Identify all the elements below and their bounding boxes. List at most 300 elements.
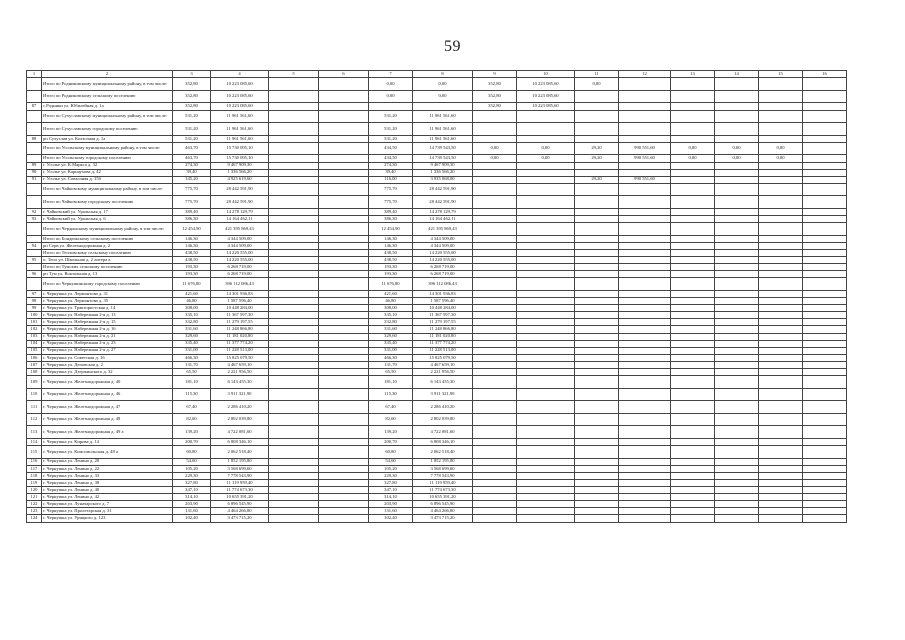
value-cell: 11 181 020,80 xyxy=(413,333,473,340)
value-cell xyxy=(473,515,517,522)
value-cell xyxy=(671,376,715,389)
value-cell xyxy=(671,278,715,291)
value-cell xyxy=(759,135,803,142)
value-cell xyxy=(319,290,369,297)
value-cell: 131,70 xyxy=(369,361,413,368)
value-cell xyxy=(759,319,803,326)
value-cell xyxy=(517,257,575,264)
value-cell xyxy=(759,446,803,459)
value-cell xyxy=(269,290,319,297)
value-cell: 181,10 xyxy=(173,376,211,389)
value-cell xyxy=(671,333,715,340)
value-cell xyxy=(803,508,847,515)
value-cell: 139,20 xyxy=(173,426,211,439)
table-row xyxy=(27,508,847,515)
row-number-cell: 103 xyxy=(27,333,42,340)
value-cell xyxy=(269,216,319,223)
object-name-cell: г. Чернушка ул. Советская д. 16 xyxy=(42,354,173,361)
value-cell: 3 568 699,60 xyxy=(413,465,473,472)
value-cell xyxy=(575,216,619,223)
value-cell: 67,40 xyxy=(369,401,413,414)
value-cell xyxy=(759,465,803,472)
table-row xyxy=(27,340,847,347)
value-cell xyxy=(319,333,369,340)
value-cell: 181,10 xyxy=(369,376,413,389)
value-cell: 146,30 xyxy=(173,242,211,249)
value-cell: 332,80 xyxy=(173,319,211,326)
value-cell xyxy=(575,480,619,487)
row-number-cell xyxy=(27,123,42,136)
value-cell: 990 551,60 xyxy=(619,142,671,155)
row-number-cell: 118 xyxy=(27,472,42,479)
table-row xyxy=(27,155,847,162)
object-name-cell: Итого по Родниковскому сельскому поселению xyxy=(42,90,173,103)
object-name-cell: г. Чернушка ул. Железнодорожная д. 48 xyxy=(42,413,173,426)
value-cell xyxy=(269,123,319,136)
value-cell xyxy=(319,196,369,209)
value-cell xyxy=(759,413,803,426)
value-cell: 14 739 543,50 xyxy=(413,155,473,162)
value-cell xyxy=(619,103,671,110)
value-cell xyxy=(269,347,319,354)
value-cell xyxy=(575,319,619,326)
value-cell: 274,30 xyxy=(369,162,413,169)
value-cell xyxy=(619,183,671,196)
value-cell xyxy=(759,209,803,216)
value-cell: 65,50 xyxy=(173,368,211,375)
value-cell xyxy=(319,368,369,375)
value-cell xyxy=(517,426,575,439)
value-cell xyxy=(619,439,671,446)
value-cell xyxy=(759,480,803,487)
value-cell xyxy=(517,480,575,487)
value-cell: 11 377 774,20 xyxy=(211,340,269,347)
value-cell xyxy=(715,162,759,169)
row-number-cell xyxy=(27,183,42,196)
object-name-cell: Итого по Тепловскому сельскому поселению xyxy=(42,249,173,256)
value-cell xyxy=(619,426,671,439)
value-cell: 11 228 513,00 xyxy=(211,347,269,354)
value-cell xyxy=(473,426,517,439)
value-cell xyxy=(803,446,847,459)
table-row xyxy=(27,196,847,209)
value-cell xyxy=(759,426,803,439)
value-cell: 67,40 xyxy=(173,401,211,414)
value-cell: 11 961 561,60 xyxy=(413,135,473,142)
value-cell xyxy=(619,264,671,271)
value-cell xyxy=(715,257,759,264)
value-cell xyxy=(319,354,369,361)
value-cell: 6 143 455,30 xyxy=(413,376,473,389)
value-cell: 775,70 xyxy=(173,196,211,209)
value-cell xyxy=(517,123,575,136)
value-cell: 82,60 xyxy=(173,413,211,426)
object-name-cell: г. Чернушка ул. Ленина д. 40 xyxy=(42,487,173,494)
value-cell xyxy=(671,494,715,501)
value-cell: 10 223 085,60 xyxy=(517,90,575,103)
value-cell xyxy=(619,319,671,326)
value-cell xyxy=(473,169,517,176)
value-cell xyxy=(759,242,803,249)
value-cell xyxy=(517,401,575,414)
row-number-cell: 105 xyxy=(27,347,42,354)
value-cell xyxy=(269,142,319,155)
value-cell xyxy=(517,249,575,256)
value-cell xyxy=(517,209,575,216)
value-cell xyxy=(671,312,715,319)
value-cell xyxy=(473,196,517,209)
value-cell xyxy=(803,264,847,271)
value-cell xyxy=(269,135,319,142)
value-cell xyxy=(671,515,715,522)
value-cell xyxy=(575,458,619,465)
object-name-cell: г. Чернушка ул. Деповская д. 2 xyxy=(42,361,173,368)
table-row xyxy=(27,235,847,242)
value-cell xyxy=(759,264,803,271)
object-name-cell: г. Чернушка ул. Кирова д. 14 xyxy=(42,439,173,446)
table-row xyxy=(27,90,847,103)
object-name-cell: г. Чернушка ул. Ленина д. 42 xyxy=(42,494,173,501)
object-name-cell: г. Чернушка ул. Ленина д. 38 xyxy=(42,480,173,487)
value-cell: 12 454,90 xyxy=(173,223,211,236)
value-cell xyxy=(803,142,847,155)
value-cell xyxy=(575,110,619,123)
value-cell: 3 911 321,90 xyxy=(211,388,269,401)
object-name-cell: г. Чернушка ул. Набережная 2-я д. 23 xyxy=(42,340,173,347)
value-cell: 15 825 079,50 xyxy=(413,354,473,361)
value-cell xyxy=(759,298,803,305)
value-cell xyxy=(803,426,847,439)
table-row xyxy=(27,290,847,297)
object-name-cell: г. Усолье ул. Совхозная д. 15б xyxy=(42,176,173,183)
row-number-cell: 123 xyxy=(27,508,42,515)
value-cell: 131,60 xyxy=(173,508,211,515)
value-cell xyxy=(715,278,759,291)
value-cell xyxy=(715,135,759,142)
column-header: 8 xyxy=(413,71,473,78)
value-cell xyxy=(715,413,759,426)
value-cell: 6 896 545,90 xyxy=(413,501,473,508)
object-name-cell: Итого по Усольскому муниципальному району, в том числе: xyxy=(42,142,173,155)
value-cell: 0,00 xyxy=(759,142,803,155)
value-cell: 6 268 719,00 xyxy=(211,271,269,278)
value-cell xyxy=(715,508,759,515)
value-cell: 3 473 715,20 xyxy=(211,515,269,522)
row-number-cell: 115 xyxy=(27,446,42,459)
value-cell xyxy=(715,333,759,340)
value-cell: 2 221 956,50 xyxy=(413,368,473,375)
value-cell: 421,60 xyxy=(173,290,211,297)
value-cell xyxy=(473,242,517,249)
value-cell xyxy=(619,326,671,333)
value-cell: 12 454,90 xyxy=(369,223,413,236)
object-name-cell: Итого по Усольскому городскому поселению xyxy=(42,155,173,162)
value-cell: 28 442 591,90 xyxy=(413,183,473,196)
table-row xyxy=(27,242,847,249)
value-cell: 352,80 xyxy=(473,90,517,103)
value-cell xyxy=(517,413,575,426)
value-cell xyxy=(715,298,759,305)
value-cell xyxy=(517,162,575,169)
row-number-cell: 90 xyxy=(27,169,42,176)
value-cell: 10 223 085,60 xyxy=(517,78,575,91)
value-cell xyxy=(715,401,759,414)
value-cell xyxy=(319,169,369,176)
object-name-cell: г. Чернушка ул. Ленина д. 33 xyxy=(42,472,173,479)
value-cell: 116,00 xyxy=(369,176,413,183)
value-cell xyxy=(319,110,369,123)
value-cell: 352,80 xyxy=(173,90,211,103)
row-number-cell xyxy=(27,110,42,123)
value-cell xyxy=(517,494,575,501)
value-cell xyxy=(473,110,517,123)
value-cell xyxy=(269,271,319,278)
value-cell xyxy=(319,439,369,446)
object-name-cell: Итого по Чердынскому муниципальному району, в том числе: xyxy=(42,223,173,236)
table-row xyxy=(27,78,847,91)
value-cell xyxy=(671,110,715,123)
value-cell xyxy=(619,249,671,256)
value-cell: 54,60 xyxy=(173,458,211,465)
value-cell xyxy=(473,176,517,183)
value-cell xyxy=(319,264,369,271)
value-cell: 775,70 xyxy=(369,183,413,196)
value-cell: 2 286 410,20 xyxy=(413,401,473,414)
table-row xyxy=(27,413,847,426)
value-cell: 0,00 xyxy=(575,78,619,91)
value-cell xyxy=(803,176,847,183)
value-cell xyxy=(671,78,715,91)
value-cell xyxy=(319,458,369,465)
value-cell xyxy=(269,501,319,508)
value-cell xyxy=(473,413,517,426)
value-cell xyxy=(715,361,759,368)
value-cell: 386,30 xyxy=(173,216,211,223)
value-cell xyxy=(473,340,517,347)
value-cell xyxy=(759,340,803,347)
value-cell xyxy=(575,135,619,142)
value-cell xyxy=(319,183,369,196)
value-cell xyxy=(715,290,759,297)
value-cell xyxy=(671,298,715,305)
value-cell xyxy=(759,305,803,312)
value-cell xyxy=(473,472,517,479)
value-cell: 11 119 959,40 xyxy=(413,480,473,487)
row-number-cell: 89 xyxy=(27,162,42,169)
value-cell xyxy=(759,123,803,136)
value-cell xyxy=(715,487,759,494)
value-cell: 28 442 591,90 xyxy=(211,183,269,196)
value-cell: 4 344 509,00 xyxy=(413,242,473,249)
value-cell: 11 774 673,30 xyxy=(211,487,269,494)
value-cell xyxy=(619,458,671,465)
value-cell xyxy=(803,368,847,375)
value-cell xyxy=(671,446,715,459)
value-cell: 102,40 xyxy=(369,515,413,522)
value-cell: 2 802 039,80 xyxy=(413,413,473,426)
value-cell xyxy=(715,123,759,136)
value-cell xyxy=(619,235,671,242)
value-cell xyxy=(575,169,619,176)
value-cell xyxy=(319,326,369,333)
value-cell xyxy=(671,290,715,297)
value-cell xyxy=(473,480,517,487)
object-name-cell: Итого по Чернушинскому городскому поселению xyxy=(42,278,173,291)
value-cell xyxy=(803,458,847,465)
value-cell: 14 301 936,83 xyxy=(413,290,473,297)
value-cell xyxy=(517,501,575,508)
value-cell xyxy=(671,361,715,368)
value-cell xyxy=(803,347,847,354)
table-row xyxy=(27,326,847,333)
value-cell xyxy=(671,368,715,375)
value-cell: 102,40 xyxy=(173,515,211,522)
value-cell xyxy=(759,176,803,183)
value-cell xyxy=(517,196,575,209)
value-cell xyxy=(759,508,803,515)
value-cell xyxy=(517,465,575,472)
value-cell xyxy=(517,340,575,347)
value-cell: 531,20 xyxy=(369,110,413,123)
value-cell: 329,60 xyxy=(369,333,413,340)
value-cell xyxy=(473,326,517,333)
value-cell xyxy=(759,110,803,123)
value-cell xyxy=(269,354,319,361)
table-row xyxy=(27,209,847,216)
value-cell xyxy=(803,413,847,426)
value-cell xyxy=(619,242,671,249)
value-cell: 335,40 xyxy=(173,340,211,347)
value-cell xyxy=(803,271,847,278)
value-cell xyxy=(473,290,517,297)
table-row xyxy=(27,319,847,326)
value-cell xyxy=(803,135,847,142)
value-cell xyxy=(319,376,369,389)
value-cell xyxy=(671,242,715,249)
column-header: 14 xyxy=(715,71,759,78)
value-cell xyxy=(575,494,619,501)
object-name-cell: рп Тум ул. Вокзальная д. 13 xyxy=(42,271,173,278)
value-cell xyxy=(319,209,369,216)
value-cell xyxy=(803,305,847,312)
value-cell xyxy=(803,361,847,368)
value-cell xyxy=(269,278,319,291)
object-name-cell: г. Чернушка ул. Железнодорожная д. 47 xyxy=(42,401,173,414)
value-cell xyxy=(619,135,671,142)
value-cell xyxy=(715,249,759,256)
value-cell xyxy=(473,298,517,305)
value-cell: 1 587 596,40 xyxy=(413,298,473,305)
value-cell: 11 676,80 xyxy=(173,278,211,291)
value-cell xyxy=(715,196,759,209)
value-cell: 229,30 xyxy=(173,472,211,479)
value-cell xyxy=(319,319,369,326)
value-cell: 327,80 xyxy=(173,480,211,487)
value-cell xyxy=(269,103,319,110)
value-cell: 11 279 197,55 xyxy=(413,319,473,326)
value-cell xyxy=(269,249,319,256)
value-cell xyxy=(517,223,575,236)
value-cell xyxy=(619,298,671,305)
value-cell: 11 367 597,30 xyxy=(211,312,269,319)
table-row xyxy=(27,388,847,401)
table-row xyxy=(27,312,847,319)
value-cell: 10 223 085,60 xyxy=(211,90,269,103)
value-cell: 0,00 xyxy=(517,142,575,155)
value-cell: 990 551,60 xyxy=(619,155,671,162)
value-cell xyxy=(473,354,517,361)
value-cell xyxy=(715,480,759,487)
register-table xyxy=(26,70,847,523)
value-cell xyxy=(517,183,575,196)
value-cell: 352,80 xyxy=(473,103,517,110)
value-cell xyxy=(619,515,671,522)
value-cell xyxy=(575,340,619,347)
value-cell xyxy=(319,413,369,426)
value-cell: 131,60 xyxy=(369,508,413,515)
object-name-cell: Итого по Родниковскому муниципальному району, в том числе: xyxy=(42,78,173,91)
table-row xyxy=(27,249,847,256)
value-cell xyxy=(803,290,847,297)
value-cell xyxy=(803,340,847,347)
value-cell xyxy=(473,183,517,196)
value-cell: 2 286 410,20 xyxy=(211,401,269,414)
value-cell xyxy=(759,439,803,446)
value-cell xyxy=(319,472,369,479)
value-cell: 1 336 566,20 xyxy=(413,169,473,176)
value-cell xyxy=(319,78,369,91)
value-cell xyxy=(473,508,517,515)
value-cell xyxy=(473,264,517,271)
row-number-cell xyxy=(27,196,42,209)
value-cell: 4 467 659,10 xyxy=(211,361,269,368)
value-cell xyxy=(517,169,575,176)
value-cell xyxy=(803,480,847,487)
value-cell xyxy=(269,223,319,236)
value-cell: 11 774 673,30 xyxy=(413,487,473,494)
value-cell xyxy=(269,368,319,375)
value-cell: 531,20 xyxy=(173,110,211,123)
value-cell xyxy=(619,305,671,312)
value-cell xyxy=(759,472,803,479)
value-cell xyxy=(715,319,759,326)
column-header: 11 xyxy=(575,71,619,78)
value-cell: 0,00 xyxy=(369,90,413,103)
object-name-cell: г. Чернушка ул. Комсомольская д. 48 а xyxy=(42,446,173,459)
value-cell xyxy=(473,333,517,340)
value-cell xyxy=(619,216,671,223)
value-cell xyxy=(575,264,619,271)
value-cell xyxy=(803,196,847,209)
value-cell xyxy=(517,235,575,242)
value-cell: 4 464 266,80 xyxy=(211,508,269,515)
value-cell xyxy=(671,487,715,494)
table-row xyxy=(27,257,847,264)
value-cell xyxy=(715,110,759,123)
column-header: 1 xyxy=(27,71,42,78)
value-cell xyxy=(759,216,803,223)
value-cell xyxy=(269,298,319,305)
value-cell xyxy=(473,501,517,508)
value-cell xyxy=(759,196,803,209)
value-cell xyxy=(759,347,803,354)
value-cell xyxy=(671,501,715,508)
table-row xyxy=(27,439,847,446)
row-number-cell: 100 xyxy=(27,312,42,319)
value-cell xyxy=(619,78,671,91)
value-cell xyxy=(759,249,803,256)
object-name-cell: Итого по Чайковскому муниципальному району, в том числе: xyxy=(42,183,173,196)
